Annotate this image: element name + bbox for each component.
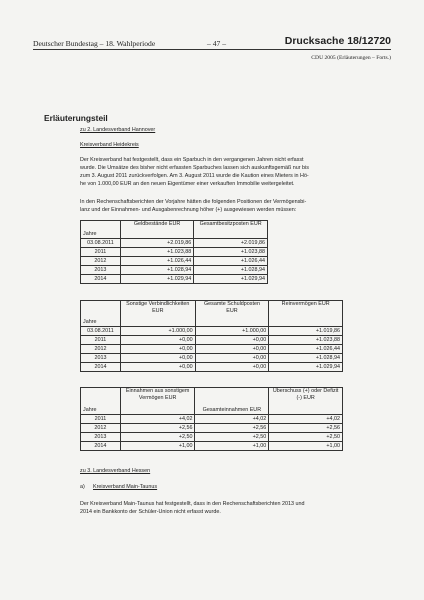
subheading: CDU 2005 (Erläuterungen – Forts.) [311,55,391,61]
table-cell: +1,00 [269,442,343,451]
table-cell: 03.08.2011 [81,239,121,248]
table-cell: +1.019,86 [269,327,343,336]
table-cell: +1.023,88 [194,248,268,257]
lv-hessen-heading: zu 3. Landesverband Hessen [80,468,151,474]
text-line: 2014 ein Bankkonto der Schüler-Union nicht erfasst wurde. [80,509,221,515]
table-cell: +1.028,94 [194,266,268,275]
table-row [81,248,268,257]
table-cell: +2.019,86 [194,239,268,248]
text-line: In den Rechenschaftsberichten der Vorjahre hätten die folgenden Positionen der Vermögensbi- [80,199,307,205]
column-header: Jahre [81,221,121,239]
enum-label: a) [80,484,85,490]
table-cell: 2011 [81,248,121,257]
table-cell: +0,00 [120,363,195,372]
table-cell: +2,50 [120,433,195,442]
text-line: lanz und der Einnahmen- und Ausgabenrechnung höher (+) ausgewiesen werden müssen: [80,207,297,213]
table-cell: +2,56 [269,424,343,433]
column-header: Gesamte Schuldposten EUR [195,301,269,327]
column-header: Geldbestände EUR [120,221,193,239]
column-header: Jahre [81,301,121,327]
page-header [33,35,391,49]
column-header: Jahre [81,388,121,415]
table-geldbestaende [80,220,268,284]
table-cell: +1.029,94 [194,275,268,284]
header-left: Deutscher Bundestag – 18. Wahlperiode [33,39,156,48]
table-cell: 2011 [81,336,121,345]
column-header: Reinvermögen EUR [269,301,343,327]
table-cell: 2013 [81,433,121,442]
table-cell: +0,00 [120,336,195,345]
text-line: he von 1.000,00 EUR an den neuen Eigentümer einer verkauften Immobilie weitergeleitet. [80,181,295,187]
text-line: zum 3. August 2011 zurückverfolgen. Am 3. August 2011 wurde die Kaution eines Mieters in Hö- [80,173,309,179]
table-row [81,336,343,345]
table-cell: 2014 [81,275,121,284]
table-cell: +1.026,44 [120,257,193,266]
table-cell: +0,00 [195,363,269,372]
table-row [81,239,268,248]
table-cell: +1.028,94 [120,266,193,275]
table-cell: 2012 [81,345,121,354]
table-row [81,442,343,451]
table-cell: +1.000,00 [195,327,269,336]
table-cell: +1.028,94 [269,354,343,363]
table-row [81,424,343,433]
table-cell: +4,02 [269,415,343,424]
table-row [81,266,268,275]
table-cell: +2,50 [195,433,269,442]
table-cell: +2.019,86 [120,239,193,248]
table-cell: +0,00 [195,354,269,363]
table-cell: +1.029,94 [269,363,343,372]
page-number: – 47 – [207,39,226,48]
table-row [81,257,268,266]
table-cell: 2013 [81,266,121,275]
table-row [81,275,268,284]
table-cell: +0,00 [195,345,269,354]
table-cell: +0,00 [120,354,195,363]
kv-main-taunus-label: Kreisverband Main-Taunus [93,484,158,490]
table-cell: 2014 [81,442,121,451]
document-number: Drucksache 18/12720 [284,35,391,47]
column-header: Gesamtbesitzposten EUR [194,221,268,239]
column-header: Überschuss (+) oder Defizit (-) EUR [269,388,343,415]
table-row [81,345,343,354]
table-cell: +1.026,44 [269,345,343,354]
table-cell: 2011 [81,415,121,424]
table-verbindlichkeiten [80,300,343,372]
table-cell: +1,00 [195,442,269,451]
table-cell: 2013 [81,354,121,363]
table-cell: 2012 [81,257,121,266]
table-cell: +4,02 [195,415,269,424]
table-row [81,327,343,336]
table-einnahmen [80,387,343,451]
paragraph-2 [80,198,367,214]
table-row [81,363,343,372]
kv-heidekreis-heading: Kreisverband Heidekreis [80,142,139,148]
table-cell: +1.023,88 [269,336,343,345]
column-header: Gesamteinnahmen EUR [195,388,269,415]
table-row [81,354,343,363]
header-rule [33,49,391,50]
paragraph-3 [80,500,367,516]
table-cell: +4,02 [120,415,195,424]
table-cell: +2,56 [195,424,269,433]
table-cell: 2012 [81,424,121,433]
table-cell: +1.000,00 [120,327,195,336]
table-cell: +1.026,44 [194,257,268,266]
column-header: Einnahmen aus sonstigem Vermögen EUR [120,388,195,415]
table-cell: +2,50 [269,433,343,442]
table-cell: 2014 [81,363,121,372]
table-cell: +1,00 [120,442,195,451]
table-cell: +0,00 [195,336,269,345]
kv-main-taunus-heading [80,484,157,490]
table-row [81,433,343,442]
text-line: Der Kreisverband hat festgestellt, dass ein Sparbuch in den vergangenen Jahren nicht erfasst [80,157,304,163]
lv-hannover-heading: zu 2. Landesverband Hannover [80,127,156,133]
table-cell: +2,56 [120,424,195,433]
column-header: Sonstige Verbindlichkeiten EUR [120,301,195,327]
table-cell: +1.029,94 [120,275,193,284]
table-cell: 03.08.2011 [81,327,121,336]
text-line: Der Kreisverband Main-Taunus hat festgestellt, dass in den Rechenschaftsberichten 2013 und [80,501,305,507]
paragraph-1 [80,156,367,188]
table-cell: +0,00 [120,345,195,354]
text-line: wurde. Die Umsätze des bisher nicht erfassten Sparbuches lassen sich auskunftsgemäß nur bis [80,165,309,171]
table-row [81,415,343,424]
table-cell: +1.023,88 [120,248,193,257]
section-title: Erläuterungsteil [44,113,108,123]
